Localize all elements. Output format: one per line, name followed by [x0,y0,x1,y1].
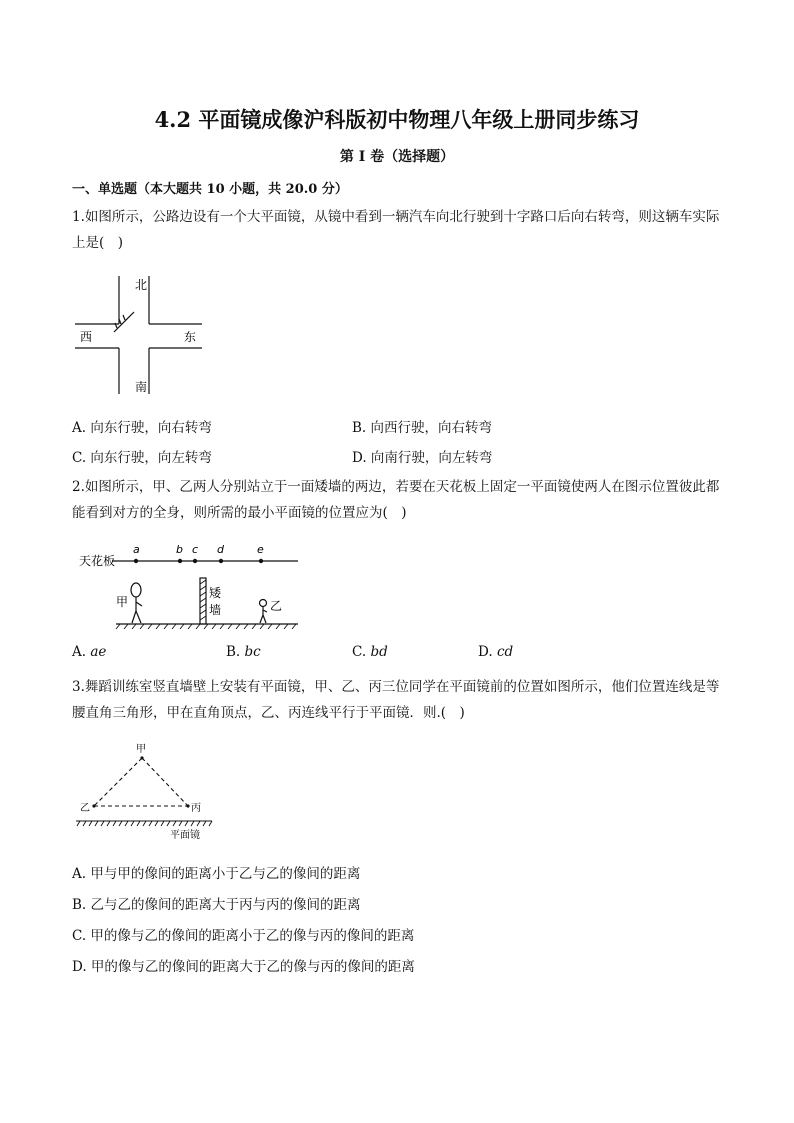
q3-option-b[interactable]: B. 乙与乙的像间的距离大于丙与丙的像间的距离 [72,897,361,913]
q3-triangle-mirror-figure [72,740,222,842]
label-south: 南 [135,380,148,394]
point-jia [140,756,143,759]
q1-option-d[interactable]: D. 向南行驶，向左转弯 [352,450,493,466]
q3-option-a[interactable]: A. 甲与甲的像间的距离小于乙与乙的像间的距离 [72,866,361,882]
person-yi-figure [260,600,268,624]
label-point-c: c [192,543,199,556]
label-west: 西 [80,330,93,344]
label-point-e: e [257,543,264,556]
q1-crossroad-figure [72,276,212,396]
label-person-yi: 乙 [270,599,283,613]
label-yi: 乙 [80,803,90,814]
point-e-dot [259,559,263,563]
question-3-text: 3.舞蹈训练室竖直墙壁上安装有平面镜，甲、乙、丙三位同学在平面镜前的位置如图所示，他们位置连线是等腰直角三角形，甲在直角顶点，乙、丙连线平行于平面镜．则.( ) [72,679,720,721]
label-ceiling: 天花板 [79,554,116,568]
point-a-dot [134,559,138,563]
q2-option-a[interactable]: A. ae [72,644,107,660]
point-yi [92,804,95,807]
label-bing: 丙 [191,803,201,814]
label-point-b: b [176,543,183,556]
jia-bing-dashed-line [142,758,188,806]
q2-option-d[interactable]: D. cd [478,644,514,660]
q1-option-b[interactable]: B. 向西行驶，向右转弯 [352,420,493,436]
mirror-hatch [123,315,125,320]
label-wall-char-1: 矮 [209,586,222,600]
label-person-jia: 甲 [116,595,129,609]
point-b-dot [178,559,182,563]
mirror-hatching [77,821,212,826]
point-d-dot [219,559,223,563]
label-jia: 甲 [136,744,146,755]
label-wall-char-2: 墙 [209,603,222,617]
person-jia-figure [131,583,142,623]
wall-hatching [200,580,206,620]
section-heading: 一、单选题（本大题共 10 小题，共 20.0 分） [72,182,348,197]
mirror-line [114,312,134,332]
q3-option-d[interactable]: D. 甲的像与乙的像间的距离大于乙的像与丙的像间的距离 [72,959,415,975]
q2-option-c[interactable]: C. bd [352,644,388,660]
label-north: 北 [135,278,148,292]
label-east: 东 [184,330,197,344]
question-2-text: 2.如图所示，甲、乙两人分别站立于一面矮墙的两边，若要在天花板上固定一平面镜使两人在图示位置彼此都能看到对方的全身，则所需的最小平面镜的位置应为( ) [72,479,720,521]
q3-option-c[interactable]: C. 甲的像与乙的像间的距离小于乙的像与丙的像间的距离 [72,928,415,944]
floor-hatching [116,624,296,629]
q1-option-a[interactable]: A. 向东行驶，向右转弯 [72,420,212,436]
point-c-dot [193,559,197,563]
question-1-text: 1.如图所示，公路边设有一个大平面镜，从镜中看到一辆汽车向北行驶到十字路口后向右转弯，则这辆车实际上是( ) [72,209,720,251]
jia-yi-dashed-line [94,758,142,806]
point-bing [186,804,189,807]
label-point-a: a [133,543,140,556]
label-point-d: d [217,543,224,556]
q1-option-c[interactable]: C. 向东行驶，向左转弯 [72,450,212,466]
q2-ceiling-wall-figure [72,538,308,630]
volume-heading: 第 I 卷（选择题） [339,149,455,165]
label-mirror: 平面镜 [170,830,200,841]
document-title: 4.2 平面镜成像沪科版初中物理八年级上册同步练习 [154,107,640,132]
q2-option-b[interactable]: B. bc [226,644,261,660]
